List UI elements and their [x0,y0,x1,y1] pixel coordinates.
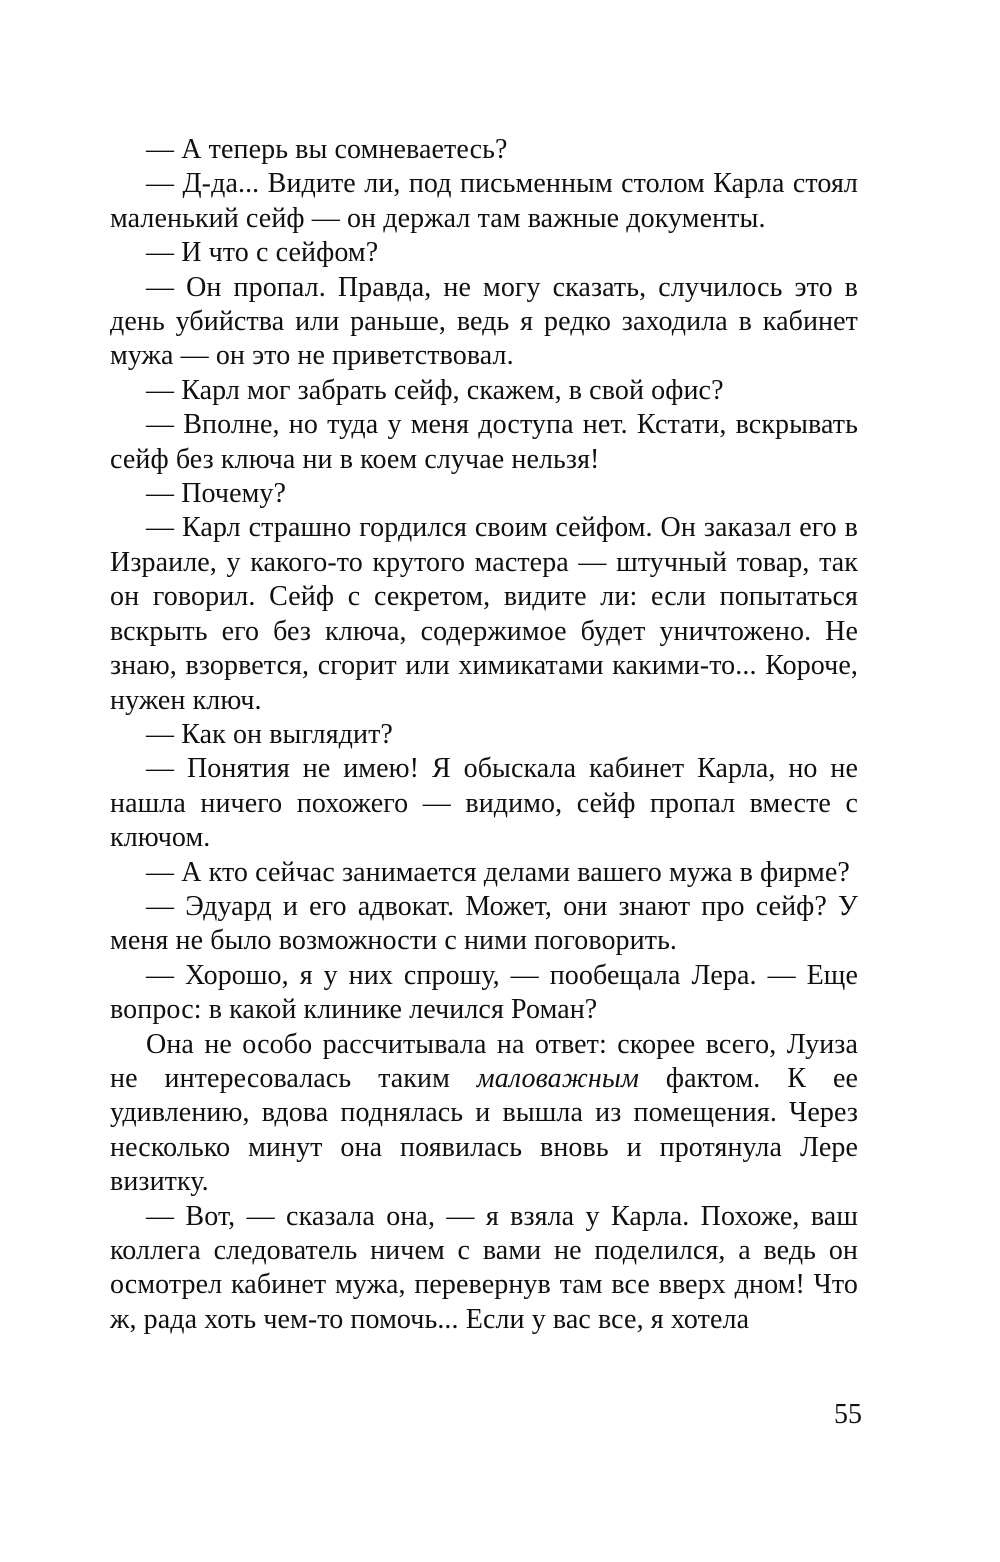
paragraph [110,1200,858,1338]
paragraph-text: фактом. К ее удивлению, вдова поднялась и вышла из помещения. Через несколько минут она появилась вновь и протянула Лере визитку. [110,1062,858,1198]
paragraph-text: — Эдуард и его адвокат. Может, они знают про сейф? У меня не было возможности с ними поговорить. [110,890,858,957]
paragraph [110,511,858,717]
paragraph [110,718,858,752]
paragraph-text: — Он пропал. Правда, не могу сказать, случилось это в день убийства или раньше, ведь я редко заходила в кабинет мужа — он это не приветствовал. [110,271,858,372]
paragraph-text: — А теперь вы сомневаетесь? [146,134,508,165]
paragraph [110,1028,858,1200]
paragraph-text: — Как он выглядит? [146,718,393,750]
paragraph-text: — Вполне, но туда у меня доступа нет. Кстати, вскрывать сейф без ключа ни в коем случае нельзя! [110,409,858,475]
paragraph [110,477,858,511]
paragraph [110,271,858,374]
paragraph-text: Она не особо рассчитывала на ответ: скорее всего, Луиза не интересовалась таким [110,1028,858,1094]
paragraph-text: — Хорошо, я у них спрошу, — пообещала Лера. — Еще вопрос: в какой клинике лечился Роман? [110,959,858,1026]
paragraph [110,374,858,408]
page-number: 55 [834,1399,862,1430]
paragraph-text: — А кто сейчас занимается делами вашего мужа в фирме? [146,856,850,888]
paragraph [110,236,858,270]
paragraph-text: — Карл страшно гордился своим сейфом. Он заказал его в Израиле, у какого-то крутого мастера — штучный товар, так он говорил. Сейф с секретом, видите ли: если попытаться вскрыть его без ключа, содержимое будет уничтожено. Не знаю, взорвется, сгорит или химикатами какими-то... Короче, нужен ключ. [110,512,858,716]
paragraph-text: — И что с сейфом? [146,237,379,269]
paragraph-text: — Д-да... Видите ли, под письменным столом Карла стоял маленький сейф — он держал там важные документы. [110,168,858,234]
paragraph-text: — Понятия не имею! Я обыскала кабинет Карла, но не нашла ничего похожего — видимо, сейф пропал вместе с ключом. [110,753,858,854]
paragraph-text: — Вот, — сказала она, — я взяла у Карла. Похоже, ваш коллега следователь ничем с вами не поделился, а ведь он осмотрел кабинет мужа, перевернув там все вверх дном! Что ж, рада хоть чем-то помочь... Если у вас все, я хотела [110,1200,858,1335]
emphasized-text: маловажным [476,1062,639,1094]
paragraph-text: — Карл мог забрать сейф, скажем, в свой офис? [146,374,724,406]
paragraph [110,167,858,236]
paragraph [110,752,858,855]
page-text [110,133,858,1337]
paragraph [110,408,858,477]
paragraph [110,959,858,1028]
paragraph [110,856,858,890]
paragraph-text: — Почему? [146,478,287,510]
paragraph [110,890,858,959]
paragraph [110,133,858,167]
